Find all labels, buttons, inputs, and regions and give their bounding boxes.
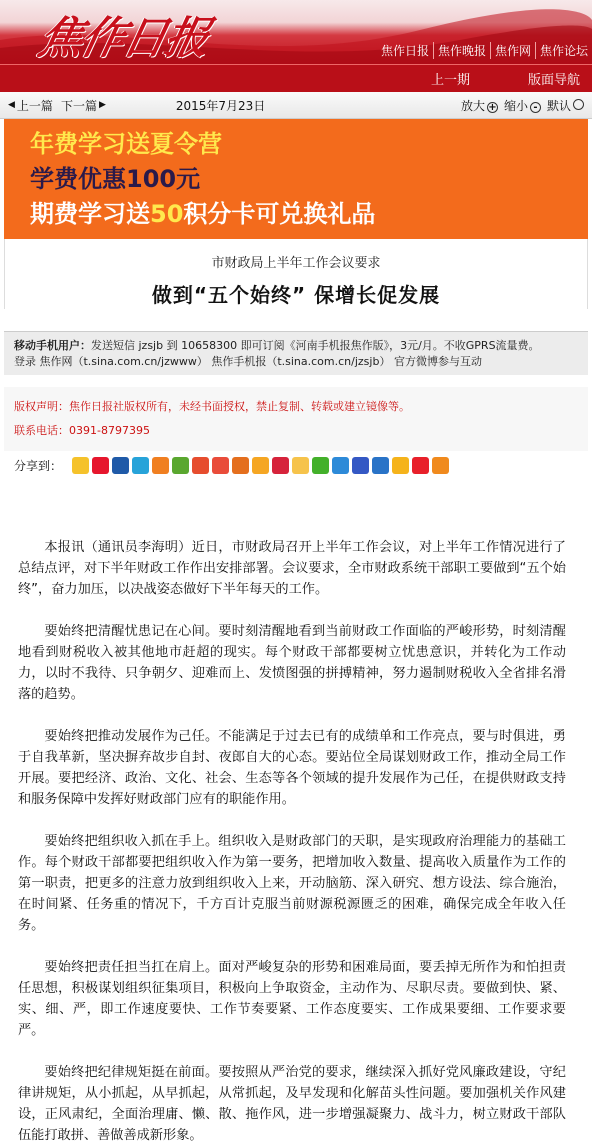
reader-toolbar	[0, 92, 592, 119]
mobile-line-1	[14, 338, 578, 354]
copyright-statement: 版权声明：焦作日报社版权所有，未经书面授权，禁止复制、转载或建立镜像等。	[14, 400, 410, 413]
phone-value: 0391-8797395	[69, 424, 150, 437]
top-link-jzrb[interactable]: 焦作日报	[380, 44, 429, 58]
douban-icon[interactable]	[212, 457, 229, 474]
masthead	[0, 0, 592, 64]
prev-issue-link[interactable]: 上一期	[430, 73, 470, 88]
i-icon[interactable]	[412, 457, 429, 474]
article-pager	[8, 97, 106, 114]
print-icon[interactable]	[332, 457, 349, 474]
wechat-icon[interactable]	[312, 457, 329, 474]
mobile-label: 移动手机用户：	[14, 339, 91, 352]
left-arrow-icon: ◀	[8, 100, 15, 110]
issue-navbar	[0, 64, 592, 92]
renren-icon[interactable]	[112, 457, 129, 474]
zoom-default-label: 默认	[546, 98, 571, 113]
baidu-hi-icon[interactable]	[352, 457, 369, 474]
baidu-icon[interactable]	[192, 457, 209, 474]
weibo-icon[interactable]	[92, 457, 109, 474]
mobile-line-2[interactable]: 登录 焦作网（t.sina.com.cn/jzwww） 焦作手机报（t.sina.com.cn/jzsjb） 官方微博参与互动	[14, 355, 482, 368]
phone-label: 联系电话：	[14, 424, 69, 437]
article-paragraph: 要始终把纪律规矩挺在前面。要按照从严治党的要求，继续深入抓好党风廉政建设，守纪律讲规矩，从小抓起，从早抓起，从常抓起，及早发现和化解苗头性问题。要加强机关作风建设，正风肃纪，全面治理庸、懒、散、拖作风，进一步增强凝聚力、战斗力，树立财政干部队伍能打敢拼、善做善成新形象。	[18, 1065, 566, 1142]
article-paragraph: 要始终把推动发展作为己任。不能满足于过去已有的成绩单和工作亮点，要与时俱进，勇于自我革新，坚决摒弃故步自封、夜郎自大的心态。要站位全局谋划财政工作，推动全局工作开展。要把经济、政治、文化、社会、生态等各个领域的提升发展作为己任，在提供财政支持和服务保障中发挥好财政部门应有的职能作用。	[18, 729, 566, 807]
issue-date: 2015年7月23日	[175, 98, 266, 113]
circle-icon	[573, 99, 584, 110]
ad-line-3	[30, 197, 588, 232]
zoom-in-button[interactable]	[461, 97, 498, 114]
ad-line-3b: 50	[150, 200, 184, 228]
xiaoyou-icon[interactable]	[152, 457, 169, 474]
zoom-out-button[interactable]	[504, 97, 541, 114]
share-label: 分享到：	[14, 458, 63, 473]
tianya-icon[interactable]	[372, 457, 389, 474]
ad-line-1: 年费学习送夏令营	[30, 130, 222, 158]
article-paragraph: 本报讯（通讯员李海明）近日，市财政局召开上半年工作会议，对上半年工作情况进行了总结点评，对下半年财政工作作出安排部署。会议要求，全市财政系统干部职工要做到“五个始终”，奋力加压，以决战姿态做好下半年每天的工作。	[18, 540, 566, 597]
zoom-default-button[interactable]	[547, 97, 584, 114]
qzone-icon[interactable]	[72, 457, 89, 474]
article-paragraph: 要始终把责任担当扛在肩上。面对严峻复杂的形势和困难局面，要丢掉无所作为和怕担责任思想，积极谋划组织征集项目，积极向上争取资金，主动作为、尽职尽责。要做到快、紧、实、细、严，即工作速度要快、工作节奏要紧、工作态度要实、工作成果要细、工作要求要严。	[18, 960, 566, 1038]
qq-icon[interactable]	[392, 457, 409, 474]
copyright-box	[4, 387, 588, 451]
mail-icon[interactable]	[292, 457, 309, 474]
zoom-in-label: 放大	[460, 98, 485, 113]
mobile-text: 发送短信 jzsjb 到 10658300 即可订阅《河南手机报焦作版》，3元/月。不收GPRS流量费。	[91, 339, 540, 352]
article-paragraph: 要始终把组织收入抓在手上。组织收入是财政部门的天职，是实现政府治理能力的基础工作。每个财政干部都要把组织收入作为第一要务，把增加收入数量、提高收入质量作为工作的第一职责，把更多的注意力放到组织收入上来，开动脑筋、深入研究、想方设法、综合施治，在时间紧、任务重的情况下，千方百计克服当前财源税源匮乏的困难，确保完成全年收入任务。	[18, 834, 566, 933]
more-icon[interactable]	[432, 457, 449, 474]
ad-line-2: 学费优惠100元	[30, 165, 201, 193]
top-link-jzwb[interactable]: 焦作晚报	[433, 42, 490, 59]
top-links	[377, 42, 592, 59]
share-bar	[4, 451, 588, 479]
layout-nav-link[interactable]: 版面导航	[527, 73, 580, 88]
tqq-icon[interactable]	[132, 457, 149, 474]
ad-banner[interactable]	[4, 119, 588, 239]
sohu-icon[interactable]	[252, 457, 269, 474]
article-paragraph: 要始终把清醒忧患记在心间。要时刻清醒地看到当前财政工作面临的严峻形势，时刻清醒地看到财税收入被其他地市赶超的现实。每个财政干部都要树立忧患意识，并转化为工作动力，以时不我待、只争朝夕、迎难而上、发愤图强的拼搏精神，努力遏制财税收入全省排名滑落的趋势。	[18, 624, 566, 702]
bookmark-icon[interactable]	[272, 457, 289, 474]
top-link-forum[interactable]: 焦作论坛	[535, 42, 592, 59]
zoom-controls	[461, 97, 584, 114]
kaixin-icon[interactable]	[172, 457, 189, 474]
minus-icon: -	[530, 102, 541, 113]
article-title: 做到“五个始终” 保增长促发展	[151, 283, 441, 307]
plus-icon: +	[488, 101, 497, 113]
article-header	[4, 239, 588, 309]
right-arrow-icon: ▶	[98, 100, 106, 110]
163-icon[interactable]	[232, 457, 249, 474]
ad-line-3c: 积分卡可兑换礼品	[183, 200, 376, 228]
next-article-link[interactable]: 下一篇	[60, 98, 97, 113]
zoom-out-label: 缩小	[503, 98, 528, 113]
top-link-jzw[interactable]: 焦作网	[490, 42, 535, 59]
mobile-subscribe-box	[4, 331, 588, 375]
prev-article-link[interactable]: 上一篇	[16, 98, 53, 113]
newspaper-logo[interactable]: 焦作日报	[33, 13, 213, 64]
contact-phone	[14, 419, 578, 443]
article-subtitle: 市财政局上半年工作会议要求	[211, 256, 381, 271]
article-body	[0, 479, 592, 1142]
share-icons	[72, 457, 449, 474]
ad-line-3a: 期费学习送	[30, 200, 150, 228]
